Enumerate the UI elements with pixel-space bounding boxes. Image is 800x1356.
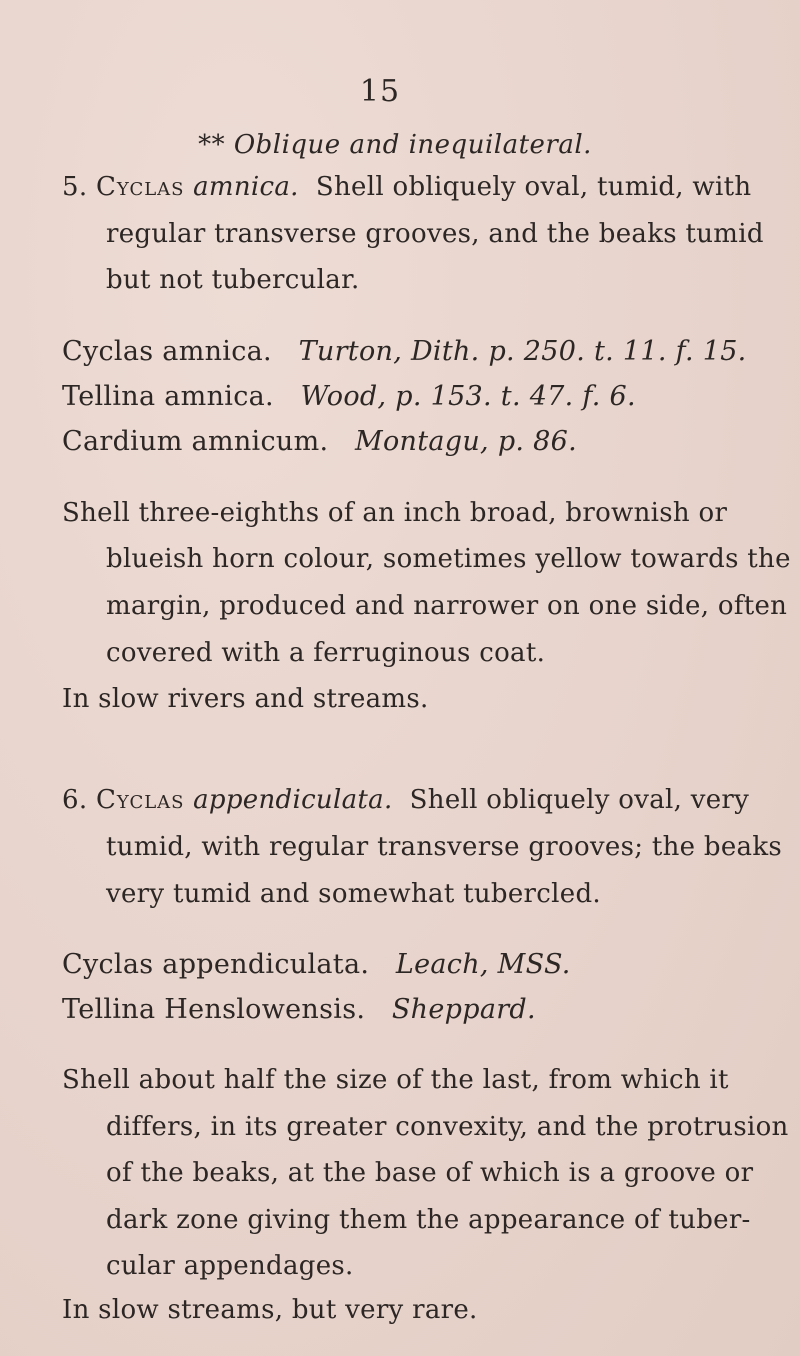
- synonym-reference: Sheppard.: [391, 994, 536, 1026]
- species-5-epithet: amnica.: [193, 171, 299, 202]
- species-5-diagnosis-line-3: but not tubercular.: [106, 264, 360, 295]
- species-5-number: 5.: [62, 171, 88, 202]
- synonym-name: Tellina Henslowensis.: [62, 994, 366, 1026]
- page-number: 15: [359, 74, 401, 109]
- species-6-description-line-2: differs, in its greater convexity, and the protrusion: [106, 1111, 789, 1142]
- species-6-habitat: In slow streams, but very rare.: [62, 1294, 478, 1325]
- species-6-description-line-1: Shell about half the size of the last, from which it: [62, 1064, 729, 1095]
- species-5-diagnosis-line-1: Shell obliquely oval, tumid, with: [315, 171, 752, 202]
- synonym-name: Cyclas amnica.: [62, 336, 272, 368]
- synonym-name: Cyclas appendiculata.: [62, 949, 370, 981]
- species-6-number: 6.: [62, 785, 88, 815]
- species-6-description-line-3: of the beaks, at the base of which is a groove or: [106, 1158, 754, 1189]
- species-5-description-line-4: covered with a ferruginous coat.: [106, 637, 546, 668]
- species-5-description-line-2: blueish horn colour, sometimes yellow towards the: [106, 544, 791, 575]
- species-5-genus: Cyclas: [96, 171, 185, 202]
- synonym-name: Cardium amnicum.: [62, 425, 329, 457]
- species-5-synonym-1: [62, 336, 747, 367]
- species-5-description-line-1: Shell three-eighths of an inch broad, brownish or: [62, 497, 728, 528]
- species-6-diagnosis-line-2: tumid, with regular transverse grooves; the beaks: [106, 831, 783, 862]
- species-5-synonym-3: [62, 426, 577, 457]
- species-6-description-line-4: dark zone giving them the appearance of tuber-: [106, 1205, 751, 1236]
- species-6-genus: Cyclas: [96, 785, 185, 815]
- synonym-reference: Montagu, p. 86.: [355, 425, 578, 457]
- species-6-synonym-1: [62, 949, 571, 980]
- synonym-reference: Leach, MSS.: [395, 949, 571, 981]
- species-6-diagnosis-line-3: very tumid and somewhat tubercled.: [106, 878, 601, 909]
- synonym-name: Tellina amnica.: [62, 381, 274, 413]
- synonym-reference: Wood, p. 153. t. 47. f. 6.: [300, 381, 636, 413]
- species-6-title-line: [62, 785, 749, 815]
- species-6-synonym-2: [62, 994, 536, 1025]
- species-5-description-line-3: margin, produced and narrower on one side, often: [106, 591, 788, 622]
- species-5-habitat: In slow rivers and streams.: [62, 683, 429, 714]
- species-6-diagnosis-line-1: Shell obliquely oval, very: [409, 785, 750, 815]
- species-5-title-line: [62, 172, 751, 202]
- species-5-synonym-2: [62, 381, 636, 412]
- species-6-epithet: appendiculata.: [193, 785, 393, 815]
- section-heading: ** Oblique and inequilateral.: [198, 130, 592, 160]
- synonym-reference: Turton, Dith. p. 250. t. 11. f. 15.: [298, 336, 747, 368]
- species-6-description-line-5: cular appendages.: [106, 1251, 354, 1282]
- species-5-diagnosis-line-2: regular transverse grooves, and the beaks tumid: [106, 218, 764, 249]
